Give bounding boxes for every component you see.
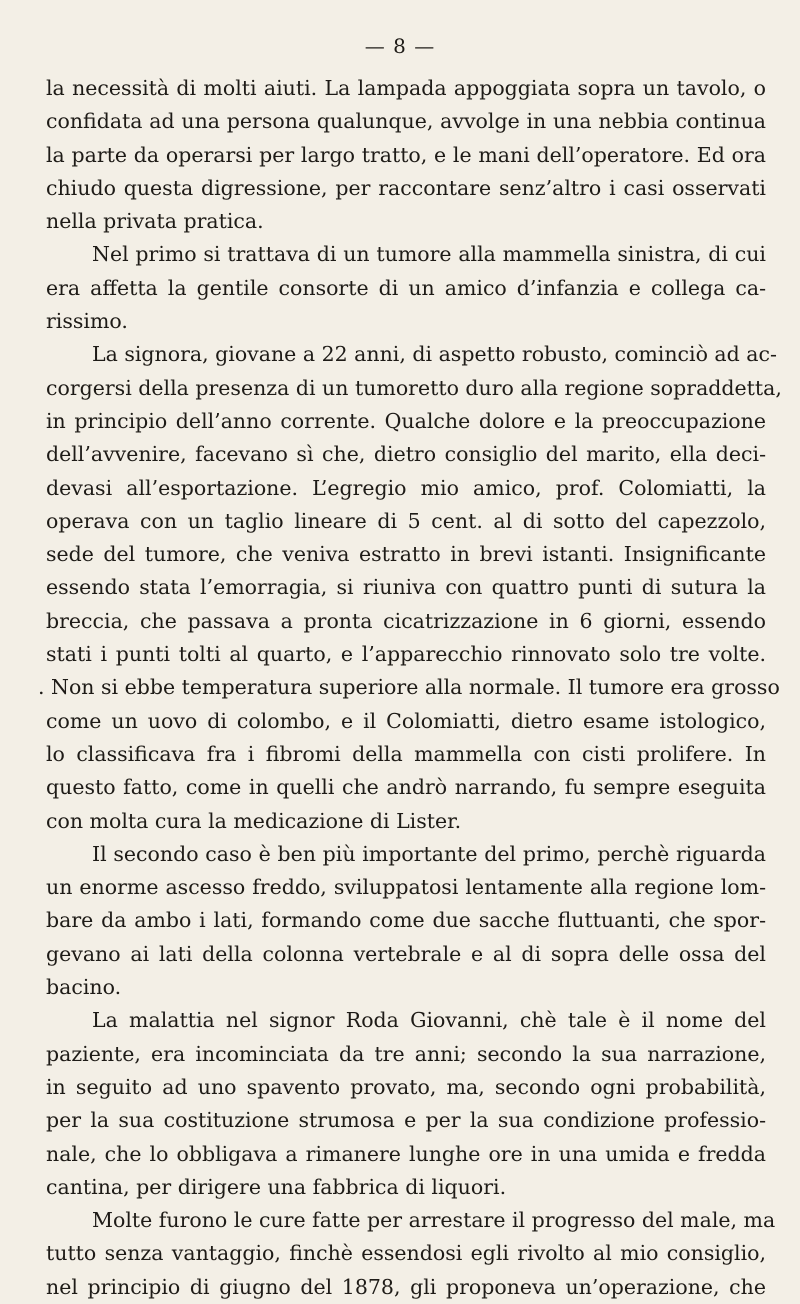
text-line: in principio dell’anno corrente. Qualche dolore e la preoccupazione [46,408,766,433]
text-line: gevano ai lati della colonna vertebrale e al di sopra delle ossa del [46,941,766,966]
text-line: Molte furono le cure fatte per arrestare il progresso del male, ma [92,1208,776,1233]
text-line: per la sua costituzione strumosa e per la sua condizione professio- [46,1108,766,1133]
text-line: corgersi della presenza di un tumoretto duro alla regione sopraddetta, [46,375,782,400]
text-line: nella privata pratica. [46,209,264,234]
text-line: La signora, giovane a 22 anni, di aspetto robusto, cominciò ad ac- [92,342,777,367]
text-line: la necessità di molti aiuti. La lampada appoggiata sopra un tavolo, o [46,76,766,100]
text-line: breccia, che passava a pronta cicatrizzazione in 6 giorni, essendo [46,608,766,633]
text-line: operava con un taglio lineare di 5 cent. al di sotto del capezzolo, [46,508,766,533]
text-line: dell’avvenire, facevano sì che, dietro consiglio del marito, ella deci- [46,442,766,467]
text-line: paziente, era incominciata da tre anni; secondo la sua narrazione, [46,1041,766,1066]
text-line: confidata ad una persona qualunque, avvolge in una nebbia continua [46,109,766,134]
text-line: La malattia nel signor Roda Giovanni, chè tale è il nome del [92,1008,766,1033]
text-line: . Non si ebbe temperatura superiore alla normale. Il tumore era grosso [38,675,780,700]
text-line: nel principio di giugno del 1878, gli proponeva un’operazione, che [46,1274,766,1299]
text-line: con molta cura la medicazione di Lister. [46,808,462,833]
text-line: bare da ambo i lati, formando come due sacche fluttuanti, che spor- [46,908,766,933]
text-line: Nel primo si trattava di un tumore alla mammella sinistra, di cui [92,242,766,267]
text-line: questo fatto, come in quelli che andrò narrando, fu sempre eseguita [46,775,766,800]
text-line: la parte da operarsi per largo tratto, e le mani dell’operatore. Ed ora [46,142,766,167]
text-line: Il secondo caso è ben più importante del primo, perchè riguarda [92,841,766,866]
text-line: era affetta la gentile consorte di un amico d’infanzia e collega ca- [46,275,766,300]
text-line: chiudo questa digressione, per raccontare senz’altro i casi osservati [46,175,766,200]
text-line: come un uovo di colombo, e il Colomiatti, dietro esame istologico, [46,708,766,733]
text-line: devasi all’esportazione. L’egregio mio amico, prof. Colomiatti, la [46,475,766,500]
text-line: nale, che lo obbligava a rimanere lunghe ore in una umida e fredda [46,1141,766,1166]
text-line: cantina, per dirigere una fabbrica di liquori. [46,1174,507,1199]
body-text [38,72,782,1304]
text-line: bacino. [46,975,122,1000]
text-line: essendo stata l’emorragia, si riuniva con quattro punti di sutura la [46,575,766,600]
text-line: tutto senza vantaggio, finchè essendosi egli rivolto al mio consiglio, [46,1241,766,1266]
text-line: lo classificava fra i fibromi della mammella con cisti prolifere. In [46,741,766,766]
text-line: sede del tumore, che veniva estratto in brevi istanti. Insignificante [46,542,766,567]
page-number: — 8 — [364,34,436,58]
text-line: un enorme ascesso freddo, sviluppatosi lentamente alla regione lom- [46,875,766,900]
text-line: rissimo. [46,309,128,334]
text-line: stati i punti tolti al quarto, e l’apparecchio rinnovato solo tre volte. [46,642,766,667]
text-line: in seguito ad uno spavento provato, ma, secondo ogni probabilità, [46,1074,766,1099]
